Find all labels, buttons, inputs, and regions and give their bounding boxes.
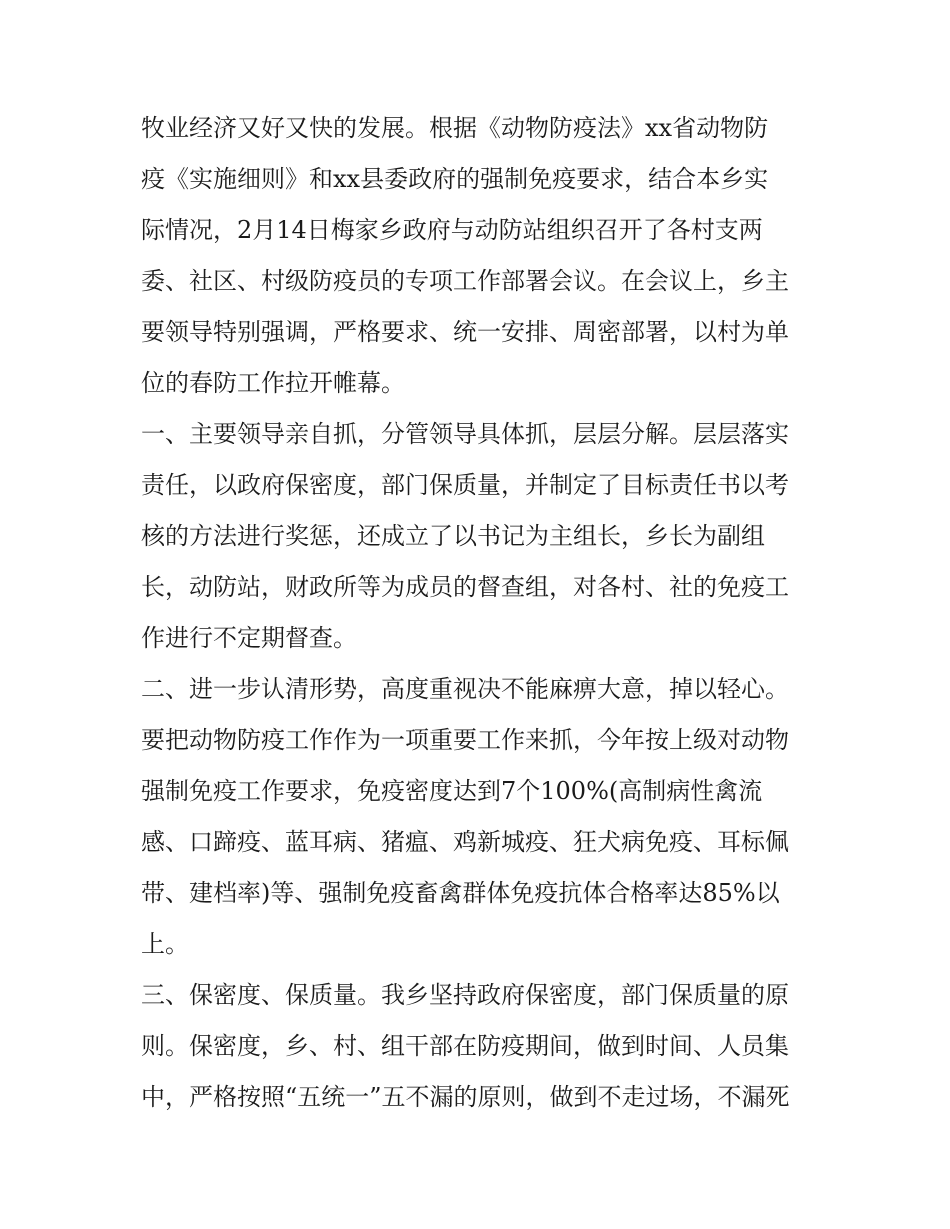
- text-line: 要领导特别强调，严格要求、统一安排、周密部署，以村为单: [141, 318, 789, 346]
- text-line: 位的春防工作拉开帷幕。: [141, 369, 405, 397]
- text-line: 作进行不定期督查。: [141, 624, 357, 652]
- text-line: 带、建档率)等、强制免疫畜禽群体免疫抗体合格率达85%以: [141, 879, 780, 907]
- text-line: 二、进一步认清形势，高度重视决不能麻痹大意，掉以轻心。: [141, 675, 789, 703]
- text-line: 则。保密度，乡、村、组干部在防疫期间，做到时间、人员集: [141, 1032, 789, 1060]
- document-body: [141, 103, 813, 1123]
- text-line: 际情况，2月14日梅家乡政府与动防站组织召开了各村支两: [141, 216, 763, 244]
- text-line: 强制免疫工作要求，免疫密度达到7个100%(高制病性禽流: [141, 777, 763, 805]
- text-line: 责任，以政府保密度，部门保质量，并制定了目标责任书以考: [141, 471, 789, 499]
- text-line: 委、社区、村级防疫员的专项工作部署会议。在会议上，乡主: [141, 267, 789, 295]
- text-line: 疫《实施细则》和xx县委政府的强制免疫要求，结合本乡实: [141, 165, 769, 193]
- text-line: 上。: [141, 930, 189, 958]
- text-line: 感、口蹄疫、蓝耳病、猪瘟、鸡新城疫、狂犬病免疫、耳标佩: [141, 828, 789, 856]
- text-line: 一、主要领导亲自抓，分管领导具体抓，层层分解。层层落实: [141, 420, 789, 448]
- text-line: 三、保密度、保质量。我乡坚持政府保密度，部门保质量的原: [141, 981, 789, 1009]
- text-line: 要把动物防疫工作作为一项重要工作来抓，今年按上级对动物: [141, 726, 789, 754]
- text-line: 中，严格按照“五统一”五不漏的原则，做到不走过场，不漏死: [141, 1083, 790, 1111]
- text-line: 长，动防站，财政所等为成员的督查组，对各村、社的免疫工: [141, 573, 789, 601]
- text-line: 牧业经济又好又快的发展。根据《动物防疫法》xx省动物防: [141, 114, 769, 142]
- text-line: 核的方法进行奖惩，还成立了以书记为主组长，乡长为副组: [141, 522, 765, 550]
